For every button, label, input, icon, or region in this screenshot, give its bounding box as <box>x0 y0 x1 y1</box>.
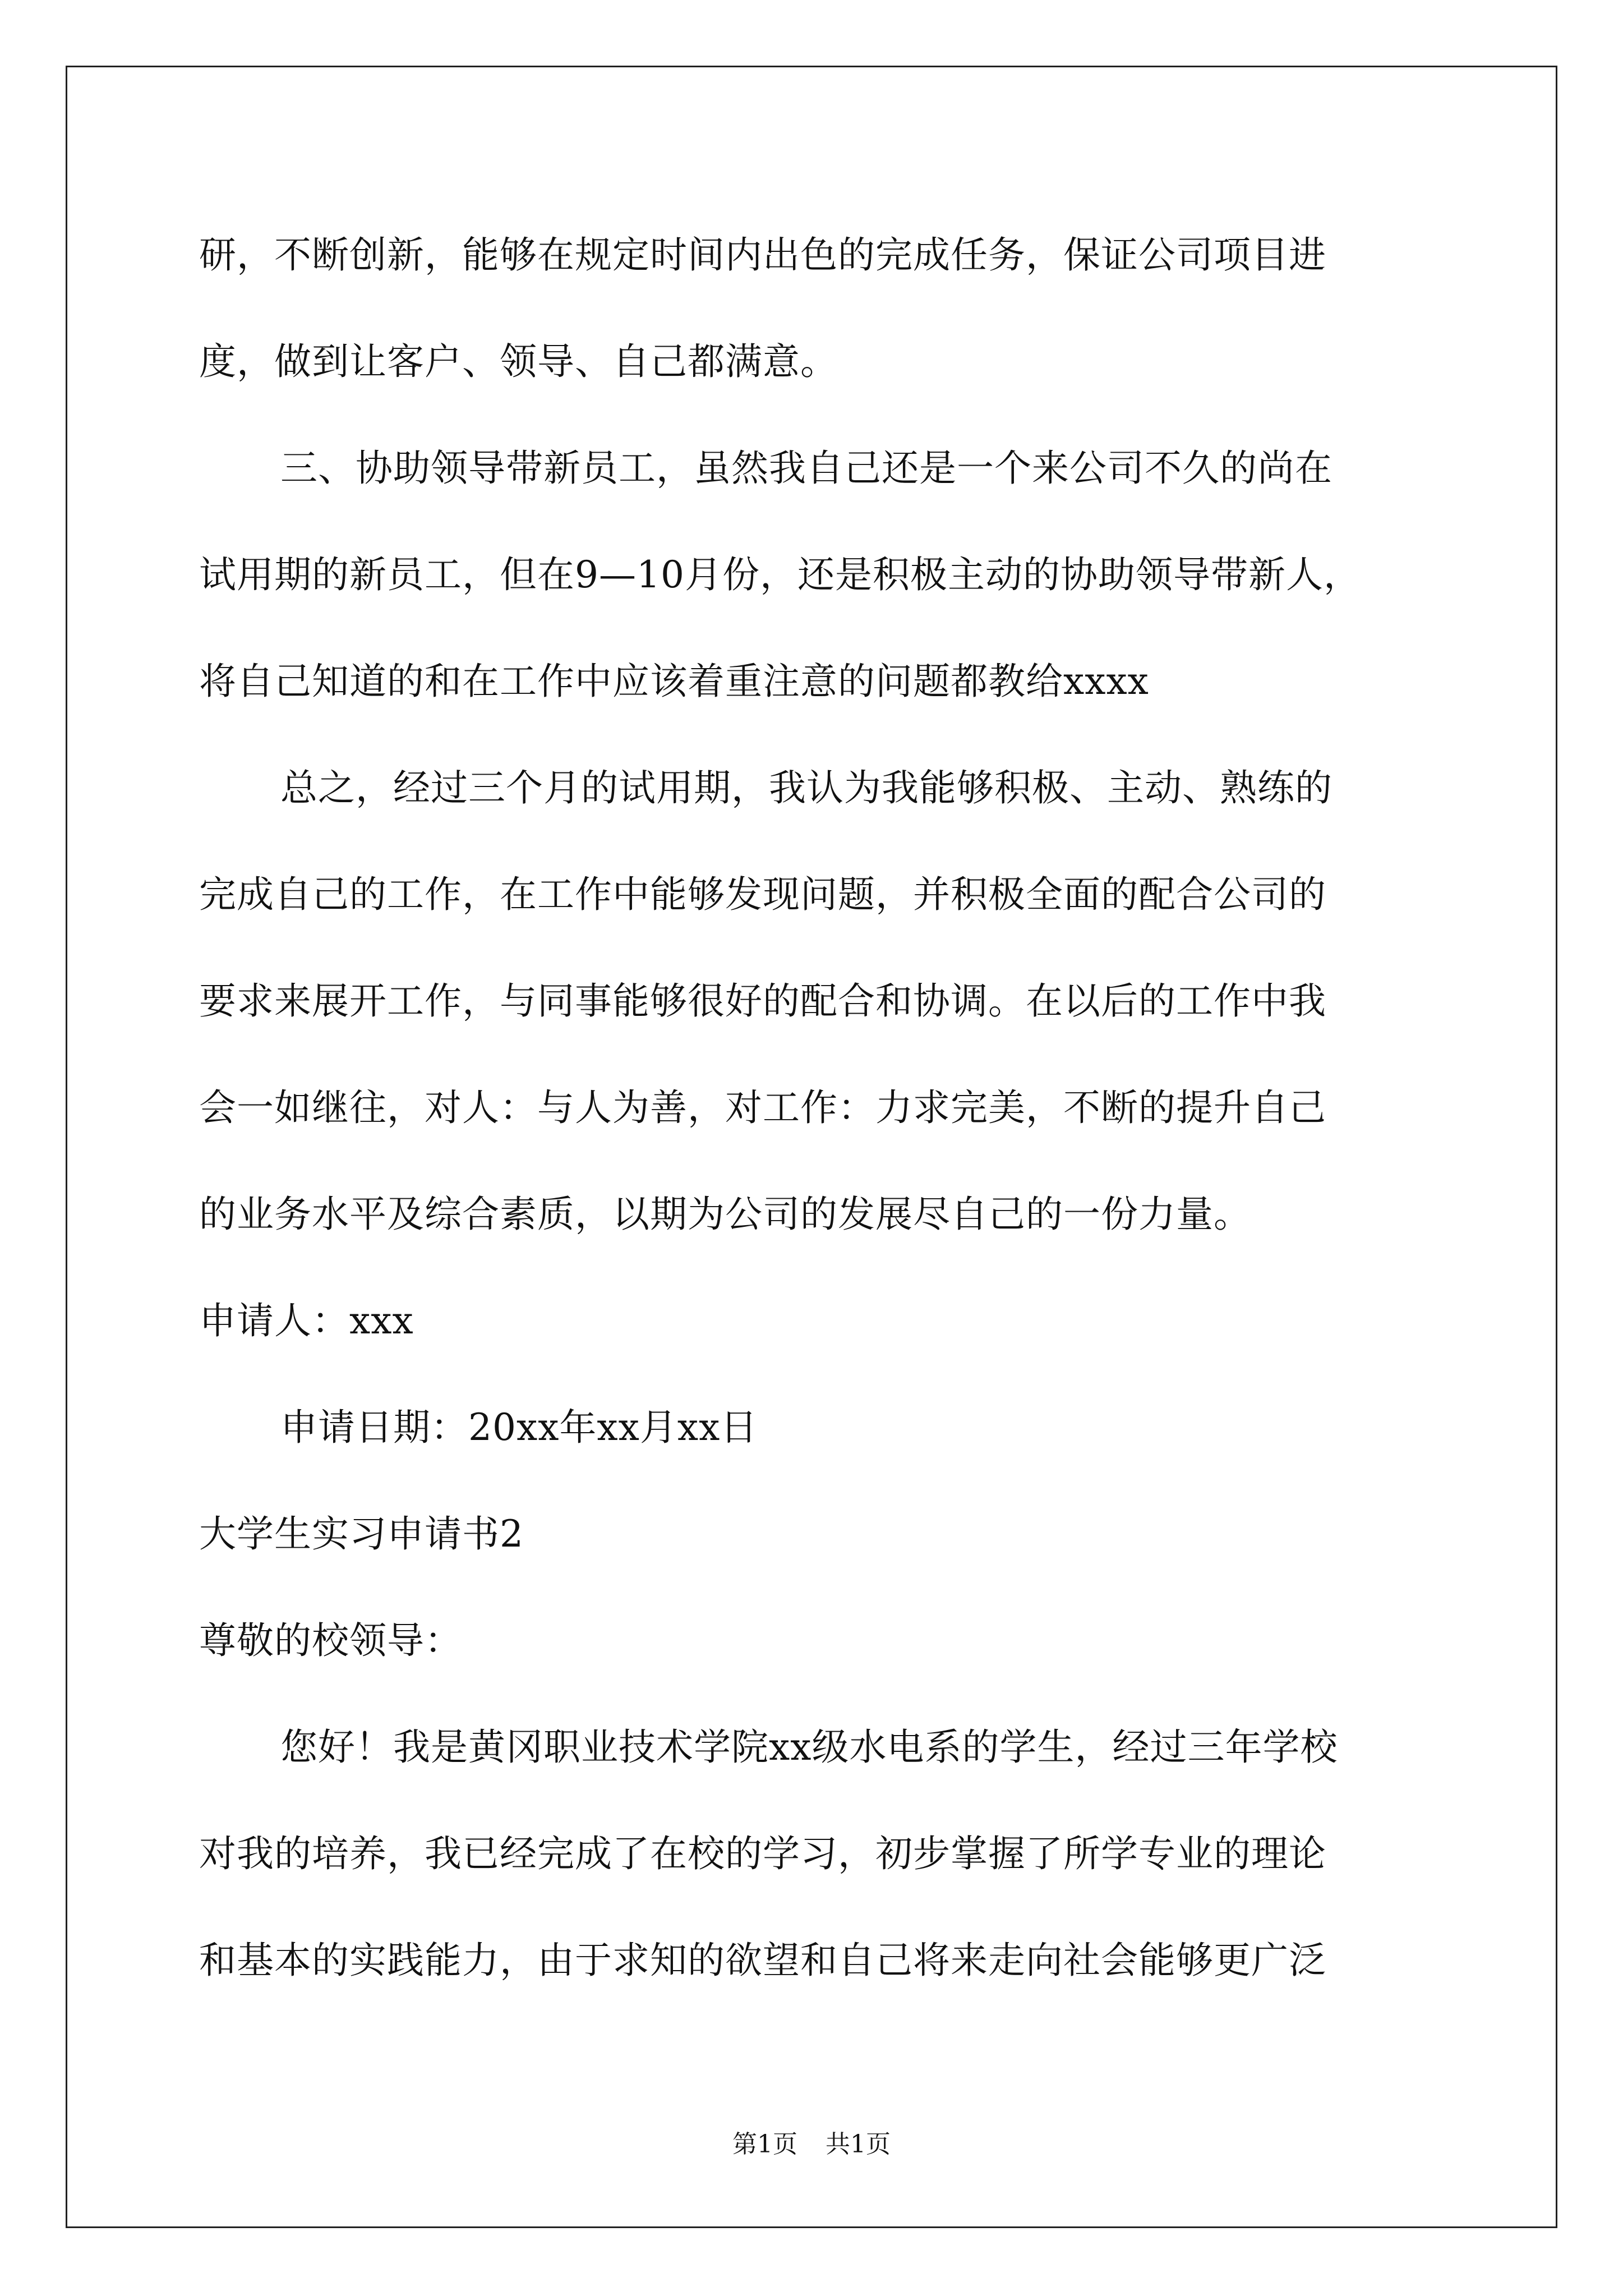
paragraph-line: 研，不断创新，能够在规定时间内出色的完成任务，保证公司项目进 <box>199 233 1326 277</box>
paragraph-line: 对我的培养，我已经完成了在校的学习，初步掌握了所学专业的理论 <box>199 1832 1326 1875</box>
paragraph-line: 完成自己的工作，在工作中能够发现问题，并积极全面的配合公司的 <box>199 873 1326 916</box>
page-total: 共1页 <box>826 2130 891 2159</box>
paragraph-line: 的业务水平及综合素质，以期为公司的发展尽自己的一份力量。 <box>199 1193 1251 1236</box>
paragraph-line: 您好！我是黄冈职业技术学院xx级水电系的学生，经过三年学校 <box>280 1726 1338 1769</box>
applicant-line: 申请人：xxx <box>199 1299 414 1342</box>
paragraph-line: 将自己知道的和在工作中应该着重注意的问题都教给xxxx <box>199 660 1149 703</box>
application-date-line: 申请日期：20xx年xx月xx日 <box>280 1406 758 1449</box>
paragraph-line: 要求来展开工作，与同事能够很好的配合和协调。在以后的工作中我 <box>199 979 1326 1023</box>
paragraph-line: 和基本的实践能力，由于求知的欲望和自己将来走向社会能够更广泛 <box>199 1939 1326 1982</box>
paragraph-line: 会一如继往，对人：与人为善，对工作：力求完美，不断的提升自己 <box>199 1086 1326 1129</box>
paragraph-line: 总之，经过三个月的试用期，我认为我能够积极、主动、熟练的 <box>280 766 1332 809</box>
page-number: 第1页 <box>732 2130 797 2159</box>
document-title: 大学生实习申请书2 <box>199 1512 524 1556</box>
page-border <box>66 66 1557 2228</box>
paragraph-line: 度，做到让客户、领导、自己都满意。 <box>199 340 838 383</box>
salutation: 尊敬的校领导： <box>199 1619 462 1662</box>
paragraph-line: 试用期的新员工，但在9—10月份，还是积极主动的协助领导带新人， <box>199 553 1361 596</box>
page-footer <box>0 2129 1623 2160</box>
paragraph-line: 三、协助领导带新员工，虽然我自己还是一个来公司不久的尚在 <box>280 447 1332 490</box>
